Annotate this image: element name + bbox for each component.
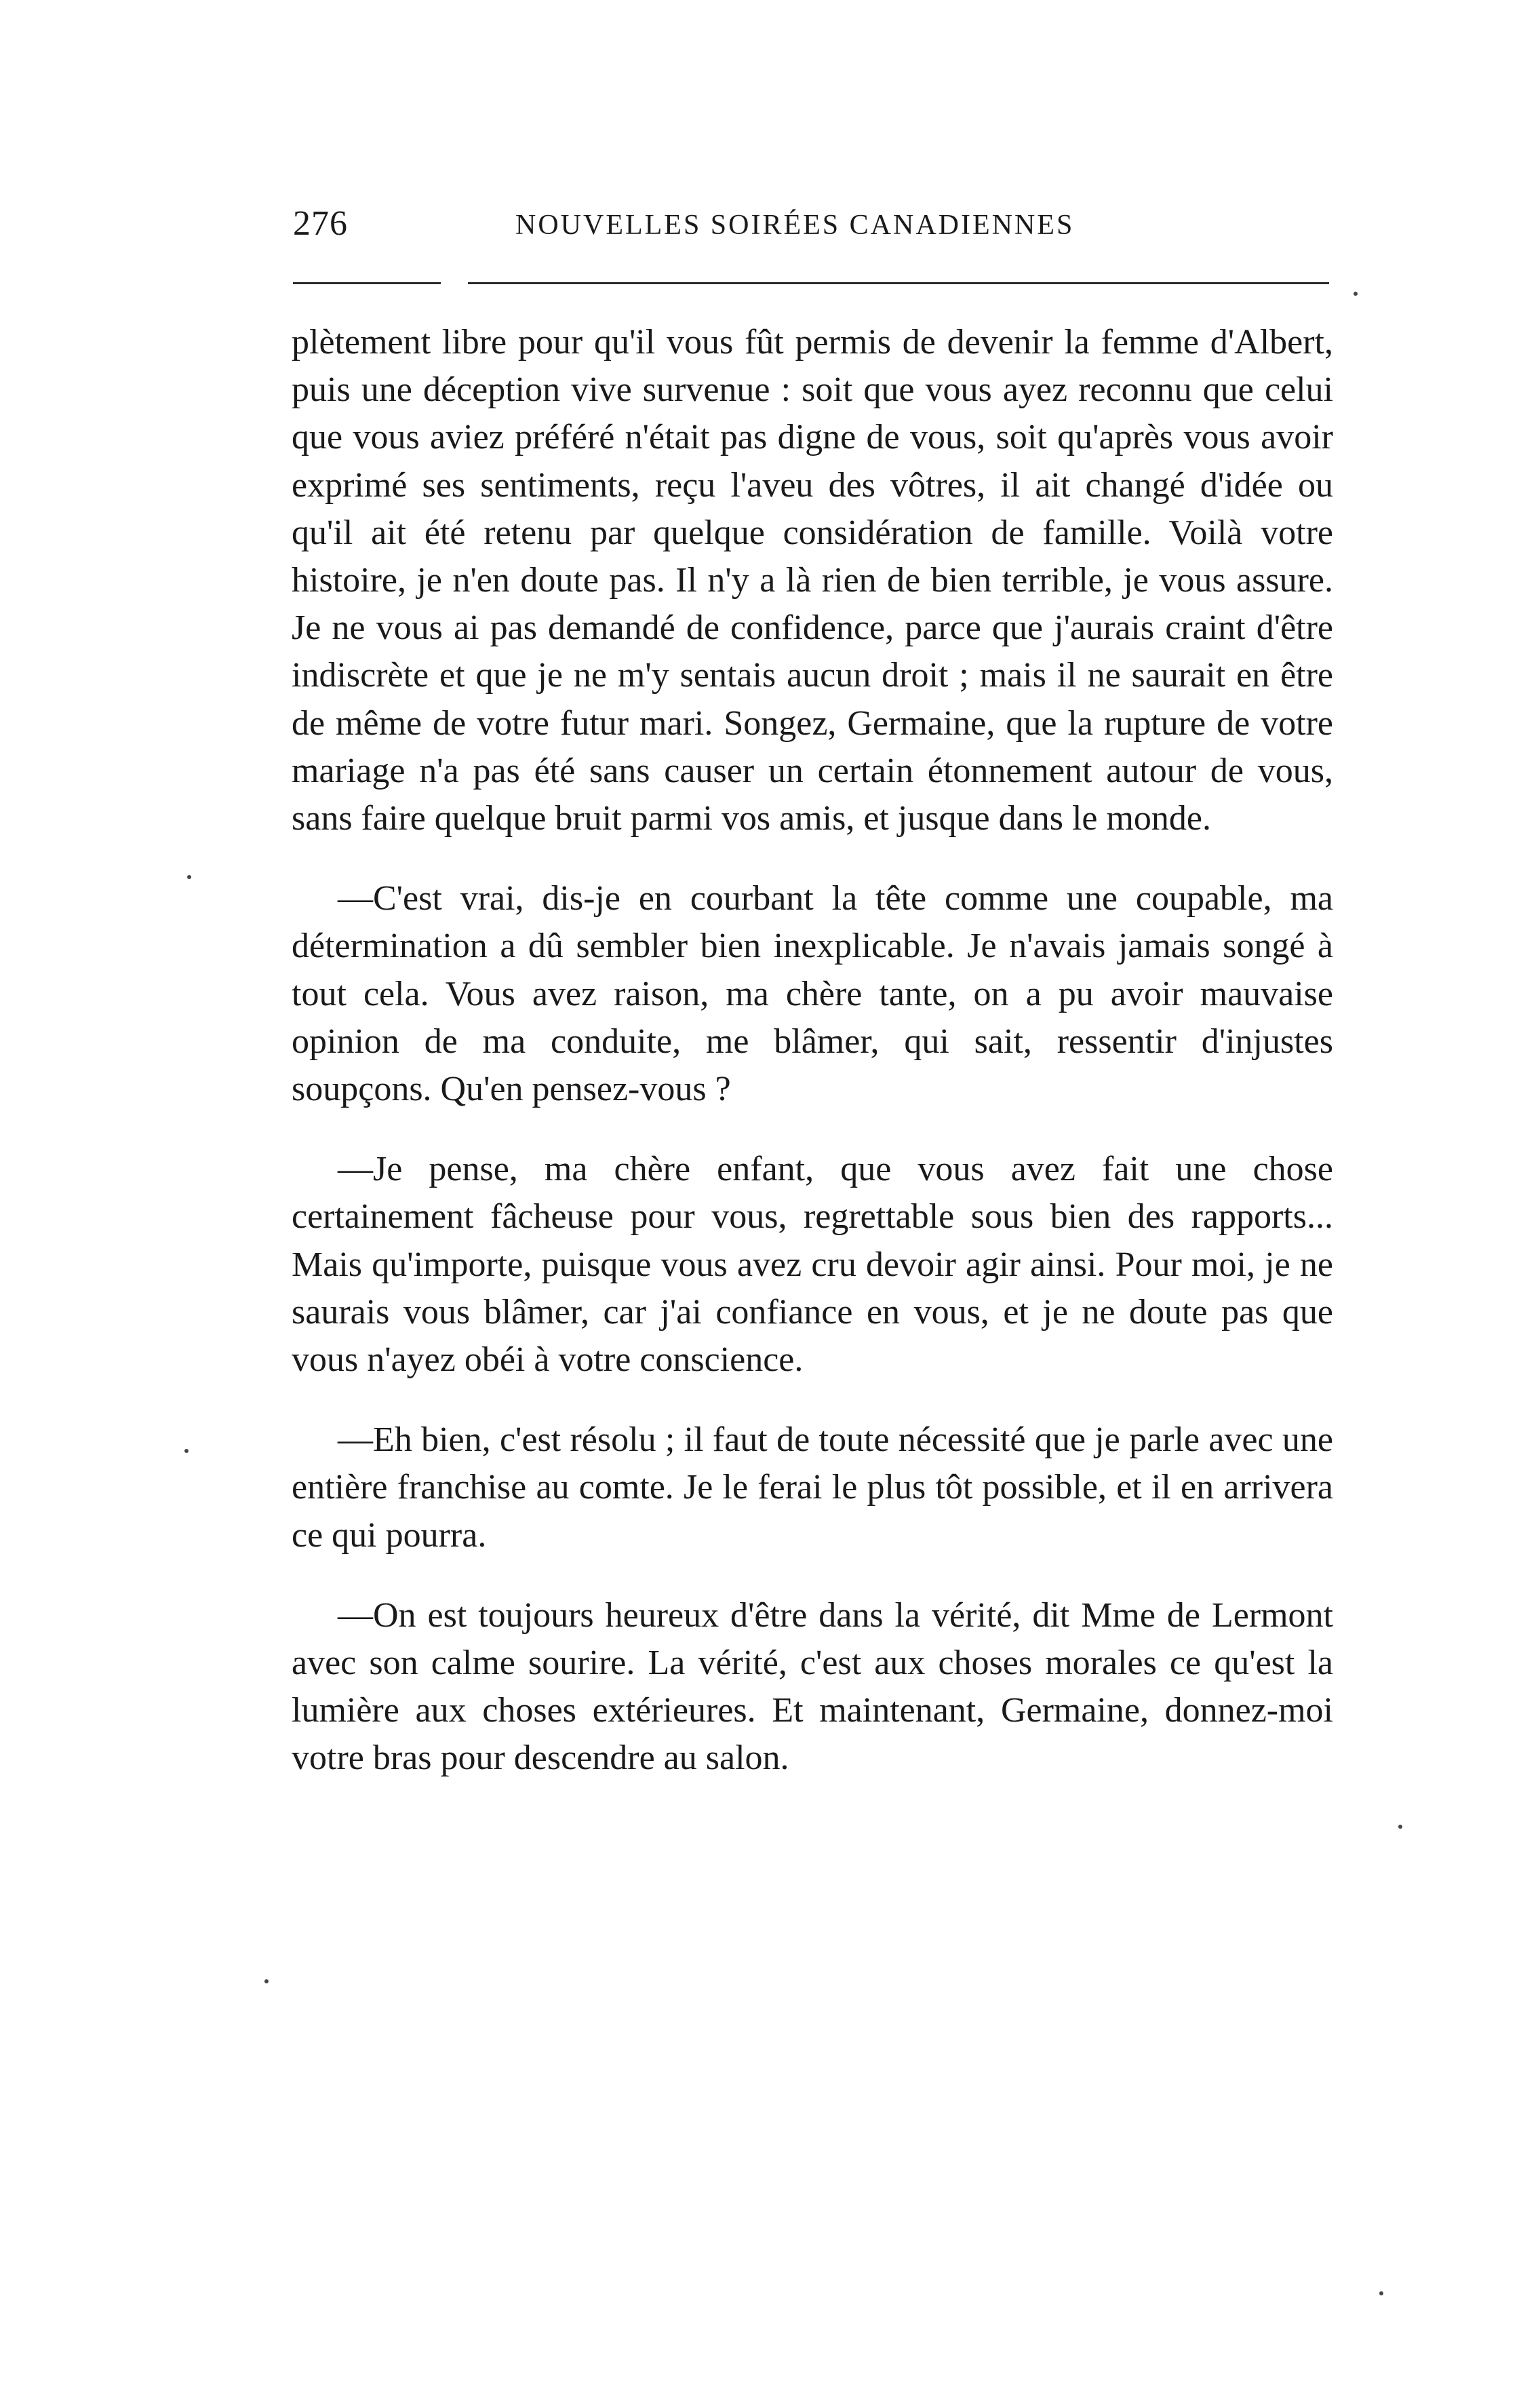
body-text (292, 319, 1333, 1783)
print-speck (1398, 1825, 1402, 1829)
paragraph-dialogue: —Je pense, ma chère enfant, que vous avez fait une chose certainement fâcheuse pour vous, regrettable sous bien des rapports... Mais qu'importe, puisque vous avez cru devoir agir ainsi. Pour moi, je ne saurais vous blâmer, car j'ai confiance en vous, et je ne doute pas que vous n'ayez obéi à votre conscience. (292, 1150, 1333, 1380)
header-rule-left (293, 282, 441, 284)
paragraph-dialogue: —Eh bien, c'est résolu ; il faut de toute nécessité que je parle avec une entière franchise au comte. Je le ferai le plus tôt possible, et il en arrivera ce qui pourra. (292, 1420, 1333, 1555)
print-speck (264, 1979, 269, 1983)
running-title: NOUVELLES SOIRÉES CANADIENNES (515, 210, 1075, 241)
print-speck (187, 875, 191, 879)
print-speck (1354, 292, 1358, 296)
paragraph-continuation: plètement libre pour qu'il vous fût permis de devenir la femme d'Albert, puis une déception vive survenue : soit que vous ayez reconnu que celui que vous aviez préféré n'était pas digne de vous, soit qu'après vous avoir exprimé ses sentiments, reçu l'aveu des vôtres, il ait changé d'idée ou qu'il ait été retenu par quelque considération de famille. Voilà votre histoire, je n'en doute pas. Il n'y a là rien de bien terrible, je vous assure. Je ne vous ai pas demandé de confidence, parce que j'aurais craint d'être indiscrète et que je ne m'y sentais aucun droit ; mais il ne saurait en être de même de votre futur mari. Songez, Germaine, que la rupture de votre mariage n'a pas été sans causer un certain étonnement autour de vous, sans faire quelque bruit parmi vos amis, et jusque dans le monde. (292, 323, 1333, 838)
print-speck (1379, 2291, 1383, 2295)
page-number: 276 (293, 204, 348, 243)
print-speck (184, 1449, 189, 1453)
paragraph-dialogue: —C'est vrai, dis-je en courbant la tête comme une coupable, ma détermination a dû sembler bien inexplicable. Je n'avais jamais songé à tout cela. Vous avez raison, ma chère tante, on a pu avoir mauvaise opinion de ma conduite, me blâmer, qui sait, ressentir d'injustes soupçons. Qu'en pensez-vous ? (292, 879, 1333, 1109)
header-rule-right (468, 282, 1329, 284)
paragraph-dialogue: —On est toujours heureux d'être dans la vérité, dit Mme de Lermont avec son calme sourire. La vérité, c'est aux choses morales ce qu'est la lumière aux choses extérieures. Et maintenant, Germaine, donnez-moi votre bras pour descendre au salon. (292, 1595, 1333, 1778)
